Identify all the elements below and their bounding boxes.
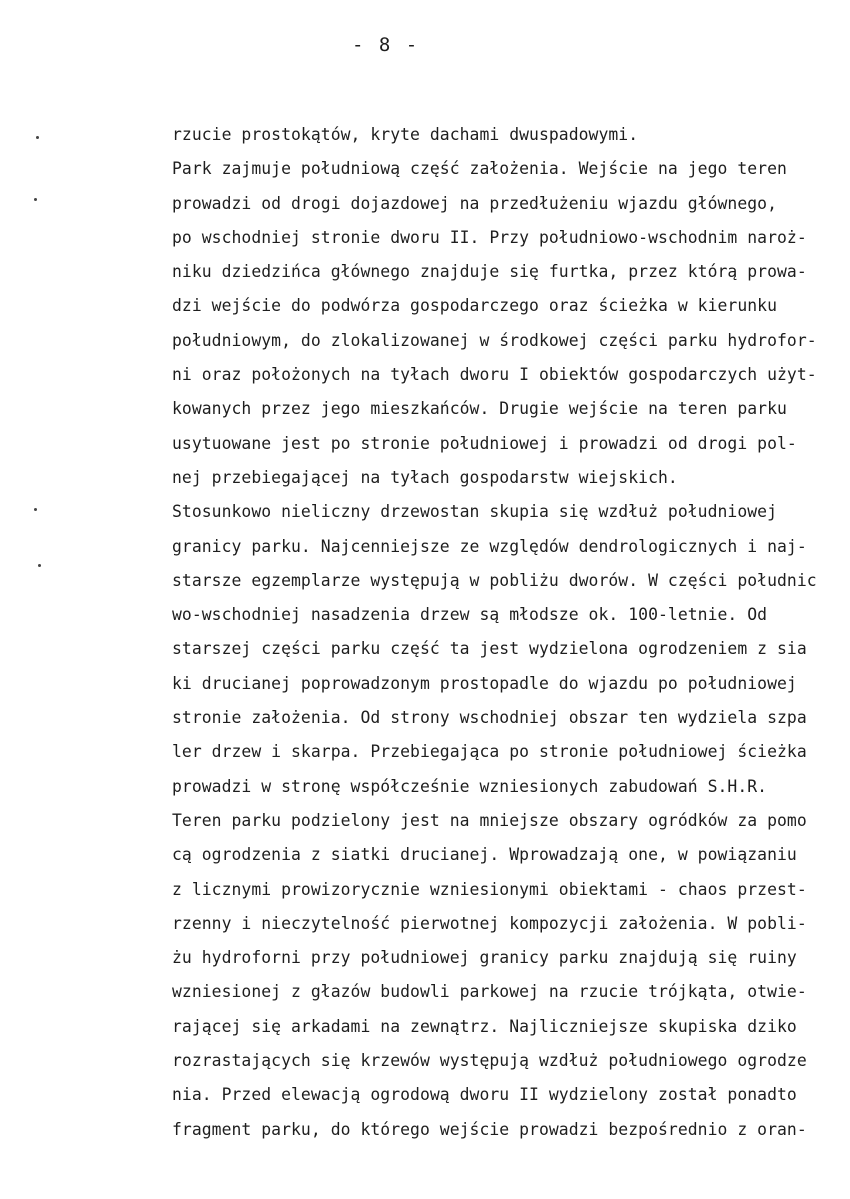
text-line: granicy parku. Najcenniejsze ze względów dendrologicznych i naj- — [172, 536, 807, 556]
text-line: kowanych przez jego mieszkańców. Drugie wejście na teren parku — [172, 399, 787, 419]
text-line: z licznymi prowizorycznie wzniesionymi obiektami - chaos przest- — [172, 879, 807, 899]
margin-mark — [36, 136, 39, 139]
text-line: po wschodniej stronie dworu II. Przy południowo-wschodnim naroż- — [172, 227, 807, 247]
text-line: południowym, do zlokalizowanej w środkowej części parku hydrofor- — [172, 330, 817, 350]
text-line: ni oraz położonych na tyłach dworu I obiektów gospodarczych użyt- — [172, 365, 817, 385]
document-body — [172, 118, 842, 1147]
text-line: rzenny i nieczytelność pierwotnej kompozycji założenia. W pobli- — [172, 913, 807, 933]
text-line: prowadzi w stronę współcześnie wzniesionych zabudowań S.H.R. — [172, 776, 768, 796]
text-line: rozrastających się krzewów występują wzdłuż południowego ogrodze — [172, 1051, 807, 1071]
text-line: żu hydroforni przy południowej granicy parku znajdują się ruiny — [172, 948, 797, 968]
margin-mark — [34, 508, 37, 511]
text-line: usytuowane jest po stronie południowej i prowadzi od drogi pol- — [172, 433, 797, 453]
text-line: rającej się arkadami na zewnątrz. Najliczniejsze skupiska dziko — [172, 1016, 797, 1036]
margin-mark — [38, 564, 41, 567]
text-line: dzi wejście do podwórza gospodarczego oraz ścieżka w kierunku — [172, 296, 777, 316]
text-line: ki drucianej poprowadzonym prostopadle do wjazdu po południowej — [172, 673, 797, 693]
text-line: ler drzew i skarpa. Przebiegająca po stronie południowej ścieżka — [172, 742, 807, 762]
text-line: fragment parku, do którego wejście prowadzi bezpośrednio z oran- — [172, 1119, 807, 1139]
text-line: nej przebiegającej na tyłach gospodarstw wiejskich. — [172, 467, 678, 487]
text-line: niku dziedzińca głównego znajduje się furtka, przez którą prowa- — [172, 262, 807, 282]
text-line: starsze egzemplarze występują w pobliżu dworów. W części południc — [172, 570, 817, 590]
text-line: wzniesionej z głazów budowli parkowej na rzucie trójkąta, otwie- — [172, 982, 807, 1002]
margin-mark — [34, 198, 37, 201]
text-line: cą ogrodzenia z siatki drucianej. Wprowadzają one, w powiązaniu — [172, 845, 797, 865]
page-number: - 8 - — [352, 34, 420, 56]
text-line: Teren parku podzielony jest na mniejsze obszary ogródków za pomo — [172, 810, 807, 830]
text-line: wo-wschodniej nasadzenia drzew są młodsze ok. 100-letnie. Od — [172, 605, 768, 625]
text-line: Park zajmuje południową część założenia. Wejście na jego teren — [172, 159, 787, 179]
text-line: rzucie prostokątów, kryte dachami dwuspadowymi. — [172, 125, 639, 144]
text-line: stronie założenia. Od strony wschodniej obszar ten wydziela szpa — [172, 708, 807, 728]
text-line: Stosunkowo nieliczny drzewostan skupia się wzdłuż południowej — [172, 502, 777, 522]
text-line: prowadzi od drogi dojazdowej na przedłużeniu wjazdu głównego, — [172, 193, 777, 213]
text-line: nia. Przed elewacją ogrodową dworu II wydzielony został ponadto — [172, 1085, 797, 1105]
text-line: starszej części parku część ta jest wydzielona ogrodzeniem z sia — [172, 639, 807, 659]
